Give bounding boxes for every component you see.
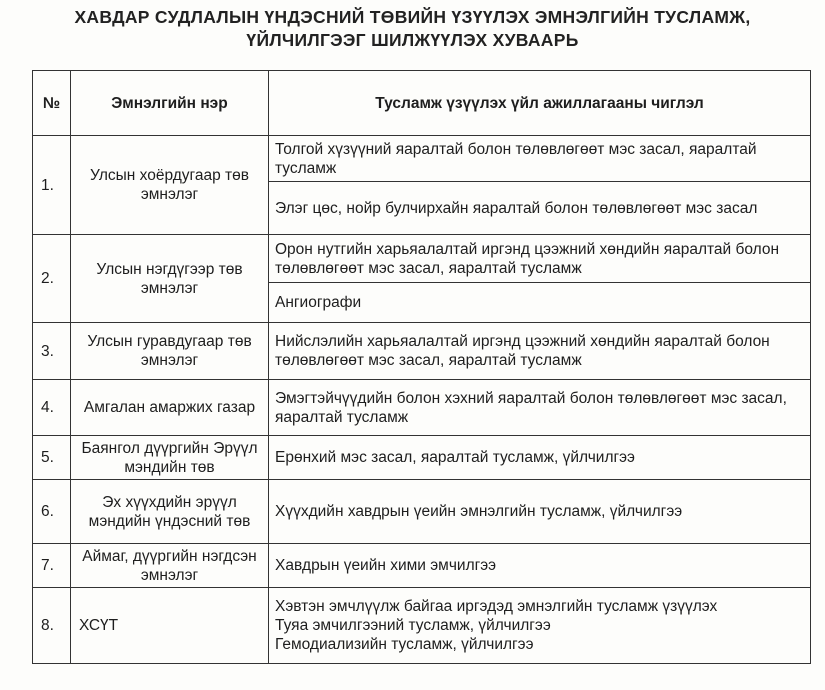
hospital-name: Амгалан амаржих газар <box>71 380 269 436</box>
table-row <box>33 544 811 588</box>
header-service-direction: Тусламж үзүүлэх үйл ажиллагааны чиглэл <box>269 71 811 136</box>
row-number: 2. <box>33 235 71 323</box>
page-title <box>0 6 825 52</box>
table-row <box>33 235 811 283</box>
table-row <box>33 323 811 380</box>
table-row <box>33 136 811 182</box>
row-number: 4. <box>33 380 71 436</box>
service-cell: Ерөнхий мэс засал, яаралтай тусламж, үйлчилгээ <box>269 436 811 480</box>
service-line: Туяа эмчилгээний тусламж, үйлчилгээ <box>275 617 551 634</box>
row-number: 5. <box>33 436 71 480</box>
hospital-name: Улсын нэгдүгээр төв эмнэлэг <box>71 235 269 323</box>
hospital-name: Эх хүүхдийн эрүүл мэндийн үндэсний төв <box>71 480 269 544</box>
table-row <box>33 480 811 544</box>
table-header-row <box>33 71 811 136</box>
header-hospital-name: Эмнэлгийн нэр <box>71 71 269 136</box>
title-line-1: ХАВДАР СУДЛАЛЫН ҮНДЭСНИЙ ТӨВИЙН ҮЗҮҮЛЭХ ЭМНЭЛГИЙН ТУСЛАМЖ, <box>74 7 751 27</box>
hospital-name: Баянгол дүүргийн Эрүүл мэндийн төв <box>71 436 269 480</box>
service-line: Гемодиализийн тусламж, үйлчилгээ <box>275 636 534 653</box>
table-row <box>33 436 811 480</box>
row-number: 6. <box>33 480 71 544</box>
service-line: Хэвтэн эмчлүүлж байгаа иргэдэд эмнэлгийн тусламж үзүүлэх <box>275 598 718 615</box>
service-cell: Ангиографи <box>269 283 811 323</box>
table-row <box>33 380 811 436</box>
service-cell: Орон нутгийн харьяалалтай иргэнд цээжний хөндийн яаралтай болон төлөвлөгөөт мэс засал, яаралтай тусламж <box>269 235 811 283</box>
service-cell: Эмэгтэйчүүдийн болон хэхний яаралтай болон төлөвлөгөөт мэс засал, яаралтай тусламж <box>269 380 811 436</box>
header-number: № <box>33 71 71 136</box>
referral-table <box>32 70 811 664</box>
row-number: 1. <box>33 136 71 235</box>
service-cell: Хүүхдийн хавдрын үеийн эмнэлгийн тусламж, үйлчилгээ <box>269 480 811 544</box>
row-number: 8. <box>33 588 71 664</box>
row-number: 7. <box>33 544 71 588</box>
hospital-name: Аймаг, дүүргийн нэгдсэн эмнэлэг <box>71 544 269 588</box>
service-cell: Элэг цөс, нойр булчирхайн яаралтай болон төлөвлөгөөт мэс засал <box>269 182 811 235</box>
row-number: 3. <box>33 323 71 380</box>
hospital-name: Улсын хоёрдугаар төв эмнэлэг <box>71 136 269 235</box>
service-cell-multi <box>269 588 811 664</box>
service-cell: Хавдрын үеийн хими эмчилгээ <box>269 544 811 588</box>
hospital-name: Улсын гуравдугаар төв эмнэлэг <box>71 323 269 380</box>
hospital-name: ХСҮТ <box>71 588 269 664</box>
service-cell: Толгой хүзүүний яаралтай болон төлөвлөгөөт мэс засал, яаралтай тусламж <box>269 136 811 182</box>
service-cell: Нийслэлийн харьяалалтай иргэнд цээжний хөндийн яаралтай болон төлөвлөгөөт мэс засал, яаралтай тусламж <box>269 323 811 380</box>
title-line-2: ҮЙЛЧИЛГЭЭГ ШИЛЖҮҮЛЭХ ХУВААРЬ <box>246 30 579 50</box>
table-row <box>33 588 811 664</box>
